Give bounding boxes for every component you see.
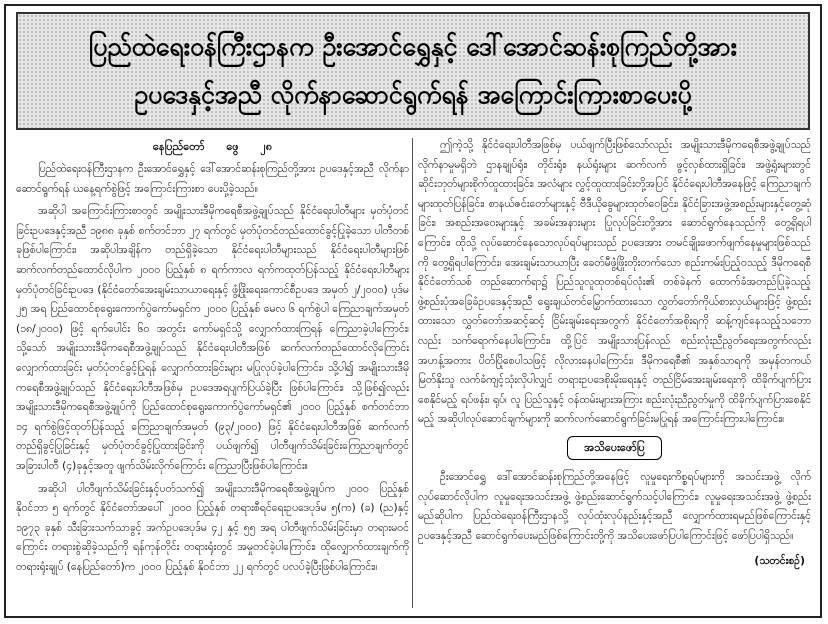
headline-line-1: ပြည်ထဲရေးဝန်ကြီးဌာနက ဦးအောင်ရွှေနှင့် ဒေါ်အောင်ဆန်းစုကြည်တို့အား <box>89 32 737 61</box>
section-heading: အသိပေးဖော်ပြ <box>567 436 662 460</box>
dateline: နေပြည်တော် ဖွေ ၂၈ <box>152 140 273 153</box>
article-paragraph-5: ဦးအောင်ရွှေ ဒေါ်အောင်ဆန်းစုကြည်တို့အနေဖြင့် လူမှုရေးကိစ္စရပ်များကို အသင်းအဖွဲ့ လိုက် လုပ်ဆောင်လိုပါက လူမှုရေးအသင်းအဖွဲ့ ဖွဲ့စည်းဆောင်ရွက်သင့်ပါကြောင်း၊ လူမှုရေးအသင်းအဖွဲ့ ဖွဲ့စည်းမည်ဆိုပါက ပြည်ထဲရေးဝန်ကြီးဌာနသို့ လုပ်ထုံးလုပ်နည်းနှင့်အညီ လျှောက်ထားရမည်ဖြစ်ကြောင်းနှင့် ဥပဒေနှင့်အညီ ဆောင်ရွက်ပေးမည်ဖြစ်ကြောင်းတို့ကို အသိပေးဖော်ပြပါကြောင်းဖြင့် ဖော်ပြပါရှိသည်။ <box>418 470 811 542</box>
source-credit: (သတင်းစဉ်) <box>754 555 805 568</box>
article-paragraph-3: အဆိုပါ ပါတီဖျက်သိမ်းခြင်းနှင့်ပတ်သက်၍ အမျိုးသားဒီမိုကရေစီအဖွဲ့ချုပ်က ၂၀၀၀ ပြည့်နှစ် နိုဝင်ဘာ ၅ ရက်တွင် နိုင်ငံတော်အပေါ် ၂၀၀၀ ပြည့်နှစ် တရားစီရင်ရေးဥပဒေပုဒ်မ ၅(က) (ခ) (ည)နှင့် ၁၉၇၃ ခုနှစ် သီးခြားသက်သာခွင့် အက်ဥပဒေပုဒ်မ ၄၂ နှင့် ၅၅ အရ ပါတီဖျက်သိမ်းခြင်းမှာ တရားမဝင်ကြောင်း တရားစွဲဆိုခဲ့သည်ကို ရန်ကုန်တိုင်း တရားရုံးတွင် အမှုတင်ခဲ့ပါကြောင်း၊ ထိုလျှောက်ထားချက်ကို တရားရုံးချုပ် (နေပြည်တော်)က ၂၀၀၀ ပြည့်နှစ် နိုဝင်ဘာ ၂၂ ရက်တွင် ပလပ်ခဲ့ပြီးဖြစ်ပါကြောင်း။ <box>16 482 409 573</box>
section-heading-wrap <box>418 436 811 460</box>
newspaper-page <box>4 4 822 618</box>
headline-box <box>16 12 810 130</box>
column-divider <box>412 138 413 608</box>
article-column-right <box>418 136 811 612</box>
article-paragraph-4: ဤကဲ့သို့ နိုင်ငံရေးပါတီအဖြစ်မှ ပယ်ဖျက်ပြီးဖြစ်သော်လည်း အမျိုးသားဒီမိုကရေစီအဖွဲ့ချုပ်သည် လိုက်နာမှုမရှိဘဲ ဌာနချုပ်ရုံး၊ တိုင်းရုံး၊ နယ်ရုံးများ ဆက်လက် ဖွင့်လှစ်ထားရှိခြင်း၊ အဖွဲ့ရုံးများတွင် ဆိုင်းဘုတ်များစိုက်ထူထားခြင်း၊ အလံများ လွှင့်ထူထားခြင်းတို့အပြင် နိုင်ငံရေးပါတီအနေဖြင့် ကြေညာချက်များထုတ်ပြန်ခြင်း၊ စာနယ်ဇင်းတော်များနှင့် ဗီဒီယိုခွေများထုတ်ဝေခြင်း၊ နိုင်ငံခြားအဖွဲ့အစည်းများနှင့်တွေ့ဆုံခြင်း၊ အစည်းအဝေးများနှင့် အခမ်းအနားများ ပြုလုပ်ခြင်းတို့အား ဆောင်ရွက်နေသည်ကို တွေ့ရှိရပါကြောင်း၊ ထိုသို့ လုပ်ဆောင်နေသောလုပ်ရပ်များသည် ဥပဒေအား တမင်ချိုးဖောက်ဖျက်နေမှုများဖြစ်သည်ကို တွေ့ရှိရပါကြောင်း၊ အေးချမ်းသာယာပြီး ခေတ်မီဖွံ့ဖြိုးတိုးတက်သော စည်းကမ်းပြည့်ဝသည့် ဒီမိုကရေစီနိုင်ငံတော်သစ် တည်ဆောက်ရာ၌ ပြည်သူလူထုတစ်ရပ်လုံး၏ တစ်ခဲနက် ထောက်ခံအတည်ပြုခဲ့သည့် ဖွဲ့စည်းပုံအခြေခံဥပဒေနှင့်အညီ ရွေးချယ်တင်မြှောက်ထားသော လွှတ်တော်ကိုယ်စားလှယ်များဖြင့် ဖွဲ့စည်းထားသော လွှတ်တော်အဆင့်ဆင့် ငြိမ်းချမ်းရေးအတွက် နိုင်ငံတော်အစိုးရကို ဆန့်ကျင်နေသည့်သဘောလည်း သက်ရောက်နေပါကြောင်း၊ ထို့ပြင် အမျိုးသားပြန်လည် စည်းလုံးညီညွတ်ရေးအတွက်လည်း အဟန့်အတား ပိတ်ပြိုစေပါသဖြင့် လိုလားနေပါကြောင်း၊ ဒီမိုကရေစီ၏ အနှစ်သာရကို အမှန်တကယ်မြတ်နိုးသူ လက်ခံကျင့်သုံးလိုပါလျှင် တရားဥပဒေစိုးမိုးရေးနှင့် တည်ငြိမ်အေးချမ်းရေးကို ထိခိုက်ပျက်ပြားစေနိုင်မည့် ရပ်ဖန်း၊ ရုပ်၊ လူ ပြည်သူနှင့် ဝန်ထမ်းများအကြား စည်းလုံးညီညွတ်မှုကို ထိခိုက်ပျက်ပြားစေနိုင်မည့် အဆိုပါလုပ်ဆောင်ချက်များကို ဆက်လက်ဆောင်ရွက်ခြင်းမပြုရန် အကြောင်းကြားပါကြောင်း။ <box>418 139 811 426</box>
article-paragraph-2: အဆိုပါ အကြောင်းကြားစာတွင် အမျိုးသားဒီမိုကရေစီအဖွဲ့ချုပ်သည် နိုင်ငံရေးပါတီများ မှတ်ပုံတင်ခြင်းဥပဒေနှင့်အညီ ၁၉၈၈ ခုနှစ် စက်တင်ဘာ ၂၇ ရက်တွင် မှတ်ပုံတင်တည်ထောင်ခွင့်ပြုခဲ့သော ပါတီတစ်ခုဖြစ်ပါကြောင်း၊ အဆိုပါအချိန်က တည်ရှိခဲ့သော နိုင်ငံရေးပါတီများသည် နိုင်ငံရေးပါတီများဖြစ် ဆက်လက်တည်ထောင်လိုပါက ၂၀၀၀ ပြည့်နှစ် ၈ ရက်ကာလ ရက်ကထုတ်ပြန်သည့် နိုင်ငံရေးပါတီများ မှတ်ပုံတင်ခြင်းဥပဒေ (နိုင်ငံတော်အေးချမ်းသာယာရေးနှင့် ဖွံ့ဖြိုးရေးကောင်စီဥပဒေ အမှတ် ၂/၂၀၀၀) ပုဒ်မ ၂၅ အရ ပြည်ထောင်စုရွေးကောက်ပွဲကော်မရှင်က ၂၀၀၀ ပြည့်နှစ် မေလ ၆ ရက်စွဲပါ ကြေညာချက်အမှတ် (၁၈/၂၀၀၀) ဖြင့် ရက်ပေါင်း ၆၀ အတွင်း ကော်မရှင်သို့ လျှောက်ထားကြရန် ကြေညာခဲ့ပါကြောင်း၊ သို့သော် အမျိုးသားဒီမိုကရေစီအဖွဲ့ချုပ်သည် နိုင်ငံရေးပါတီအဖြစ် ဆက်လက်တည်ထောင်လိုကြောင်း လျှောက်ထားခြင်း မှတ်ပုံတင်ခွင့်ပြုရန် လျှောက်ထားခြင်းများ မပြုလုပ်ခဲ့ပါကြောင်း၊ သို့ပါ၍ အမျိုးသားဒီမိုကရေစီအဖွဲ့ချုပ်သည် နိုင်ငံရေးပါတီအဖြစ်မှ ဥပဒေအရပျက်ပြယ်ခဲ့ပြီး ဖြစ်ပါကြောင်း၊ သို့ဖြစ်၍လည်း အမျိုးသားဒီမိုကရေစီအဖွဲ့ချုပ်ကို ပြည်ထောင်စုရွေးကောက်ပွဲကော်မရှင်၏ ၂၀၀၀ ပြည့်နှစ် စက်တင်ဘာ ၁၄ ရက်စွဲဖြင့်ထုတ်ပြန်သည့် ကြေညာချက်အမှတ် (၉၃/၂၀၀၀) ဖြင့် နိုင်ငံရေးပါတီအဖြစ် ဆက်လက်တည်ရှိခွင့်ပြုခြင်းနှင့် မှတ်ပုံတင်ခွင့်ပြုထားခြင်းကို ပယ်ဖျက်၍ ပါတီဖျက်သိမ်းခြင်းကြေညာချက်တွင် အခြားပါတီ (၄)ခုနှင့်အတူ ဖျက်သိမ်းလိုက်ကြောင်း ကြေညာပြီးဖြစ်ပါကြောင်း။ <box>16 205 409 472</box>
article-column-left <box>16 136 409 612</box>
article-paragraph-1: ပြည်ထဲရေးဝန်ကြီးဌာနက ဦးအောင်ရွှေနှင့် ဒေါ်အောင်ဆန်းစုကြည်တို့အား ဥပဒေနှင့်အညီ လိုက်နာဆောင်ရွက်ရန် ယနေ့ရက်စွဲဖြင့် အကြောင်းကြားစာ ပေးပို့ခဲ့သည်။ <box>16 163 409 195</box>
headline-line-2: ဥပဒေနှင့်အညီ လိုက်နာဆောင်ရွက်ရန် အကြောင်းကြားစာပေးပို့ <box>134 80 692 109</box>
